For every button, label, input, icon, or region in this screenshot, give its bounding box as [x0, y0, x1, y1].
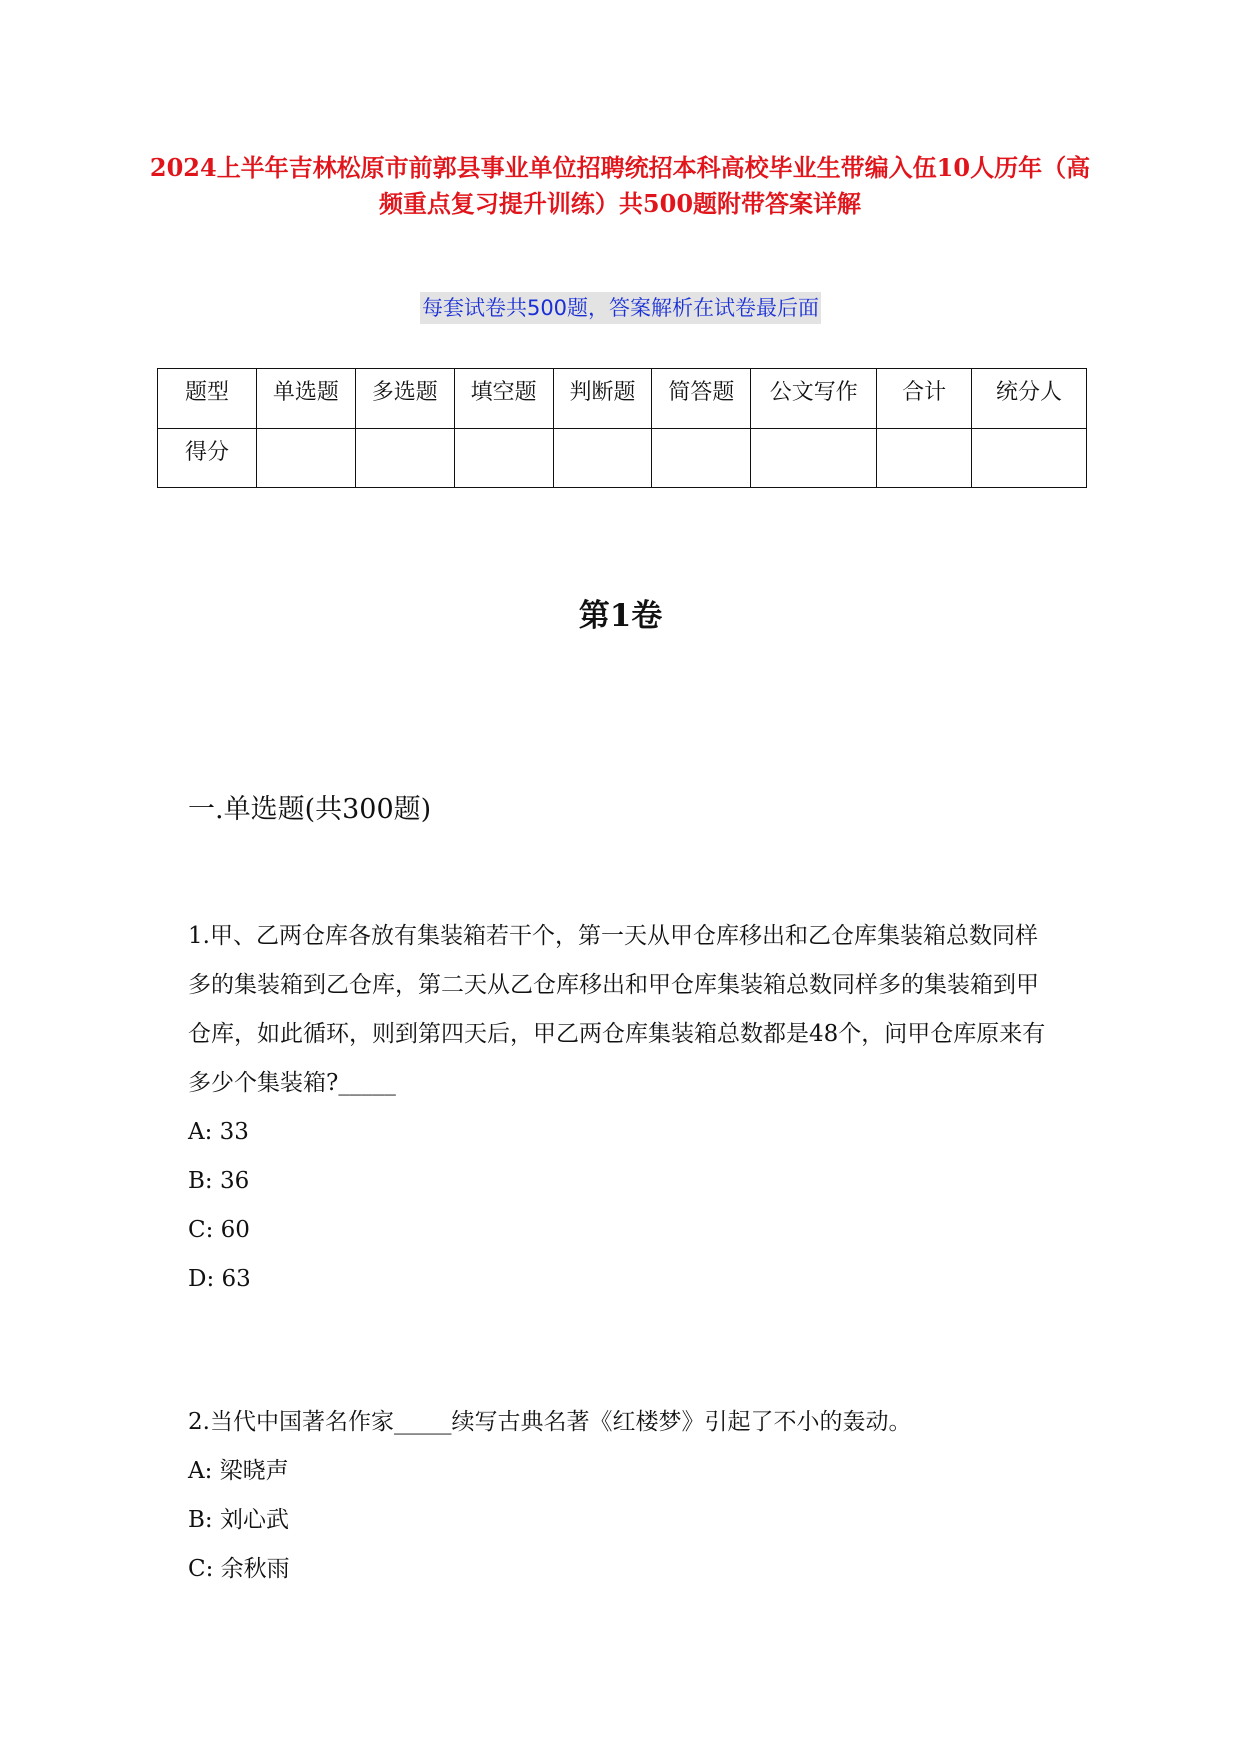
header-cell: 统分人: [972, 369, 1087, 429]
subtitle-container: [0, 292, 1241, 324]
option-b: B: 刘心武: [188, 1507, 289, 1533]
header-cell: 单选题: [256, 369, 355, 429]
question-1: [188, 912, 1058, 1304]
score-cell: [454, 429, 553, 488]
question-2: [188, 1398, 1058, 1594]
question-text: 1.甲、乙两仓库各放有集装箱若干个，第一天从甲仓库移出和乙仓库集装箱总数同样多的集装箱到乙仓库，第二天从乙仓库移出和甲仓库集装箱总数同样多的集装箱到甲仓库，如此循环，则到第四天后，甲乙两仓库集装箱总数都是48个，问甲仓库原来有多少个集装箱?_____: [188, 923, 1046, 1096]
header-cell: 填空题: [454, 369, 553, 429]
question-text: 2.当代中国著名作家_____续写古典名著《红楼梦》引起了不小的轰动。: [188, 1409, 912, 1435]
header-cell: 公文写作: [751, 369, 877, 429]
header-cell: 题型: [158, 369, 257, 429]
score-table-header-row: [158, 369, 1087, 429]
document-title: 2024上半年吉林松原市前郭县事业单位招聘统招本科高校毕业生带编入伍10人历年（高频重点复习提升训练）共500题附带答案详解: [149, 153, 1091, 218]
header-cell: 合计: [877, 369, 972, 429]
header-cell: 简答题: [652, 369, 751, 429]
score-cell: [355, 429, 454, 488]
option-a: A: 33: [188, 1119, 249, 1145]
score-cell: [972, 429, 1087, 488]
option-c: C: 60: [188, 1217, 250, 1243]
score-cell: [877, 429, 972, 488]
option-a: A: 梁晓声: [188, 1458, 289, 1484]
section-heading: 一.单选题(共300题): [188, 794, 432, 825]
score-cell: [553, 429, 652, 488]
score-cell: [256, 429, 355, 488]
option-c: C: 余秋雨: [188, 1556, 290, 1582]
header-cell: 多选题: [355, 369, 454, 429]
score-cell: [751, 429, 877, 488]
option-d: D: 63: [188, 1266, 251, 1292]
score-table-score-row: [158, 429, 1087, 488]
subtitle-note: 每套试卷共500题，答案解析在试卷最后面: [420, 292, 821, 324]
score-cell: [652, 429, 751, 488]
volume-heading: 第1卷: [578, 598, 663, 634]
header-cell: 判断题: [553, 369, 652, 429]
score-table: [157, 368, 1087, 488]
row-label-cell: 得分: [158, 429, 257, 488]
option-b: B: 36: [188, 1168, 250, 1194]
